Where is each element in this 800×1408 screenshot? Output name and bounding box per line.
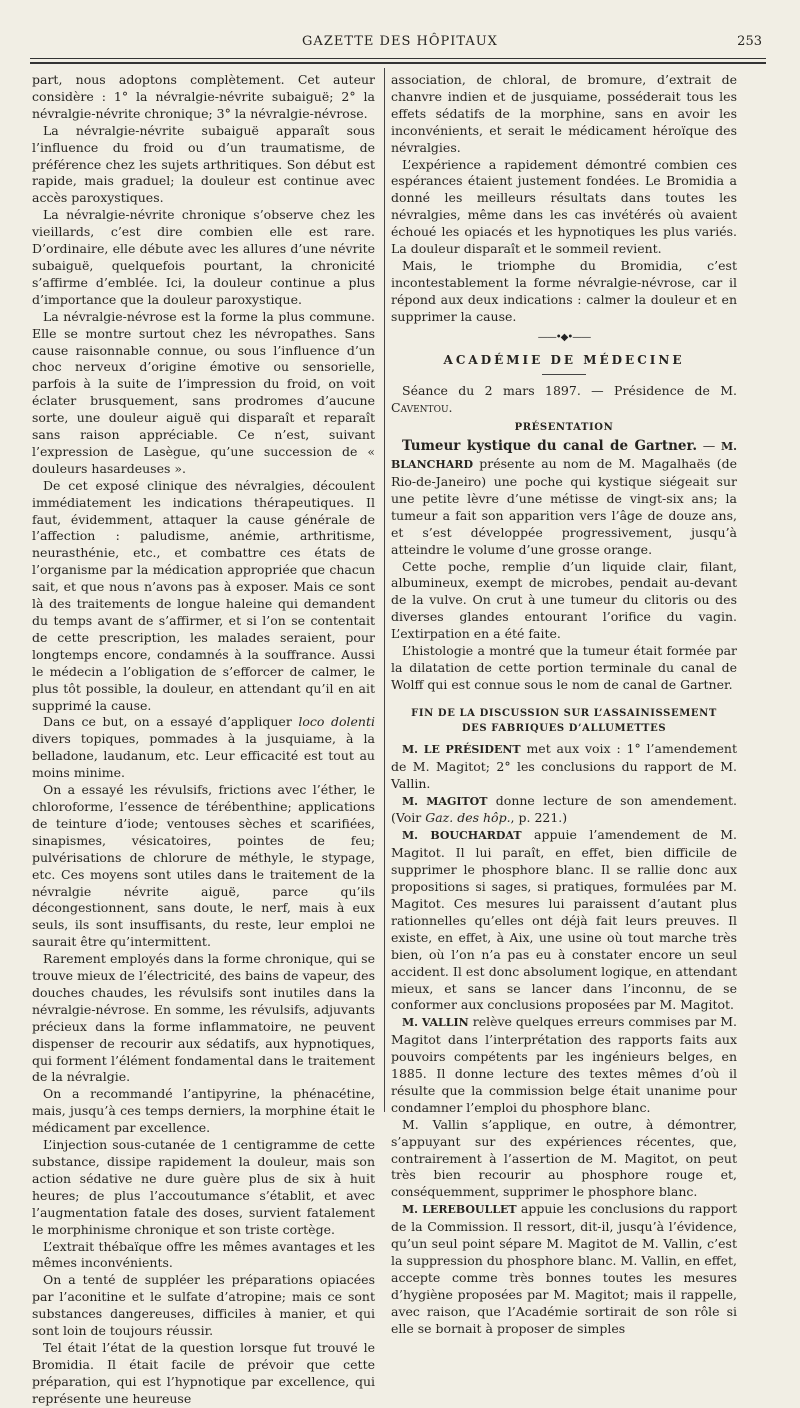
paragraph: L’extrait thébaïque offre les mêmes avantages et les mêmes inconvénients. (32, 1238, 375, 1271)
paragraph: De cet exposé clinique des névralgies, découlent immédiatement les indications thérapeutiques. Il faut, évidemment, attaquer la cause générale de l’affection : paludisme, anémie, arthritisme, neurasthénie, etc., et combattre ces états de l’organisme par la médication appropriée que chacun sait, et que nous n’avons pas à exposer. Mais ce sont là des traitements de longue haleine qui demandent du temps avant de s’affirmer, et si l’on se contentait de cette prescription, les malades seraient, pour longtemps encore, condamnés à la souffrance. Aussi le médecin a l’obligation de s’efforcer de calmer, le plus tôt possible, la douleur, en attendant qu’il en ait supprimé la cause. (32, 477, 375, 713)
paragraph: La névralgie-névrite chronique s’observe chez les vieillards, c’est dire combien elle est rare. D’ordinaire, elle débute avec les allures d’une névrite subaiguë, quelquefois pourtant, la chronicité s’affirme d’emblée. Ici, la douleur continue a plus d’importance que la douleur paroxystique. (32, 207, 375, 307)
paragraph: On a tenté de suppléer les préparations opiacées par l’aconitine et le sulfate d’atropine; mais ce sont substances dangereuses, difficiles à manier, et qui sont loin de toujours réussir. (32, 1272, 375, 1339)
paragraph: L’histologie a montré que la tumeur était formée par la dilatation de cette portion terminale du canal de Wolff qui est connue sous le nom de canal de Gartner. (391, 643, 737, 692)
text-run: relève quelques erreurs commises par M. Magitot dans l’interprétation des rapports faits aux pouvoirs compétents par les ingénieurs belges, en 1885. Il donne lecture des textes mêmes d’où il résulte que la commission belge était unanime pour condamner l’emploi du phosphore blanc. (391, 1014, 737, 1115)
left-column (32, 72, 375, 1408)
speaker-name: M. LEREBOULLET (402, 1203, 517, 1217)
text-run: présente au nom de M. Magalhaës (de Rio-de-Janeiro) une poche qui kystique siégeait sur une petite lèvre d’une métisse de vingt-six ans; la tumeur a fait son apparition vers l’âge de douze ans, et s’est développée progressivement, jusqu’à atteindre le volume d’une grosse orange. (391, 456, 737, 557)
discussion-heading-line: DES FABRIQUES D’ALLUMETTES (461, 722, 667, 734)
paragraph (391, 741, 737, 793)
paragraph (391, 438, 737, 558)
speaker-name: M. VALLIN (402, 1016, 469, 1030)
paragraph: M. Vallin s’applique, en outre, à démontrer, s’appuyant sur des expériences récentes, que, contrairement à l’assertion de M. Magitot, on peut très bien recourir au phosphore rouge et, conséquemment, supprimer le phosphore blanc. (391, 1116, 737, 1200)
latin-phrase: loco dolenti (298, 714, 375, 730)
paragraph (32, 714, 375, 782)
paragraph (391, 827, 737, 1014)
text-run: , p. 221.) (510, 810, 568, 826)
text-run: Dans ce but, on a essayé d’appliquer (43, 714, 299, 730)
page-header (0, 34, 800, 54)
paragraph: L’expérience a rapidement démontré combien ces espérances étaient justement fondées. Le Bromidia a donné les meilleurs résultats dans toutes les névralgies, même dans les cas invétérés où avaient échoué les opiacés et les hypnotiques les plus variés. La douleur disparaît et le sommeil revient. (391, 156, 737, 257)
speaker-name: M. MAGITOT (402, 794, 488, 808)
page-number: 253 (737, 34, 762, 49)
citation: Gaz. des hôp. (425, 810, 511, 826)
article-title: Tumeur kystique du canal de Gartner. (402, 438, 698, 455)
paragraph: Mais, le triomphe du Bromidia, c’est incontestablement la forme névralgie-névrose, car il répond aux deux indications : calmer la douleur et en supprimer la cause. (391, 257, 737, 324)
text-run: appuie les conclusions du rapport de la Commission. Il ressort, dit-il, jusqu’à l’évidence, qu’un seul point sépare M. Magitot de M. Vallin, c’est la suppression du phosphore blanc. M. Vallin, en effet, accepte comme très bonnes toutes les mesures d’hygiène proposées par M. Magitot; mais il rappelle, avec raison, que l’Académie sortirait de son rôle si elle se bornait à proposer de simples (391, 1201, 737, 1336)
paragraph (391, 1014, 737, 1116)
presentation-heading: PRÉSENTATION (514, 422, 614, 434)
header-rule-thin (30, 58, 766, 59)
text-run: met aux voix : 1° l’amendement de M. Magitot; 2° les conclusions du rapport de M. Vallin. (391, 740, 737, 791)
seance-line (391, 383, 737, 417)
paragraph: Tel était l’état de la question lorsque fut trouvé le Bromidia. Il était facile de prévoir que cette préparation, qui est l’hypnotique par excellence, qui représente une heureuse (32, 1339, 375, 1406)
paragraph: Cette poche, remplie d’un liquide clair, filant, albumineux, exempt de microbes, pendait au-devant de la vulve. On crut à une tumeur du clitoris ou des diverses glandes entourant l’orifice du vagin. L’extirpation en a été faite. (391, 558, 737, 642)
paragraph: On a essayé les révulsifs, frictions avec l’éther, le chloroforme, l’essence de térébenthine; applications de teinture d’iode; ventouses sèches et scarifiées, sinapismes, vésicatoires, pointes de feu; pulvérisations de chlorure de méthyle, le stypage, etc. Ces moyens sont utiles dans le traitement de la névralgie névrite aiguë, parce qu’ils décongestionnent, sans doute, le nerf, mais à eux seuls, ils sont insuffisants, du reste, leur emploi ne saurait être qu’intermittent. (32, 782, 375, 950)
section-ornament: ——•◆•—— (537, 331, 591, 343)
discussion-heading (391, 706, 737, 736)
speaker-name: M. BOUCHARDAT (402, 829, 522, 843)
paragraph: association, de chloral, de bromure, d’extrait de chanvre indien et de jusquiame, posséderait tous les effets sédatifs de la morphine, sans en avoir les inconvénients, et serait le médicament héroïque des névralgies. (391, 72, 737, 155)
speaker-name: M. LE PRÉSIDENT (402, 742, 521, 756)
paragraph (391, 793, 737, 828)
paragraph: L’injection sous-cutanée de 1 centigramme de cette substance, dissipe rapidement la douleur, mais son action sédative ne dure guère plus de six à huit heures; de plus l’accoutumance s’établit, et avec l’augmentation fatale des doses, survient fatalement le morphinisme chronique et son triste cortège. (32, 1137, 375, 1237)
text-run: appuie l’amendement de M. Magitot. Il lui paraît, en effet, bien difficile de supprimer le phosphore blanc. Il se rallie donc aux propositions si sages, si pratiques, formulées par M. Magitot. Ces mesures lui paraissent d’autant plus rationnelles qu’elles ont déjà fait leurs preuves. Il existe, en effet, à Aix, une usine où tout marche très bien, où l’on n’a pas eu à constater encore un seul accident. Il est donc absolument logique, en attendant mieux, et sans se lancer dans l’inconnu, de se conformer aux conclusions proposées par M. Magitot. (391, 827, 737, 1013)
section-title: ACADÉMIE DE MÉDECINE (443, 352, 685, 367)
right-column (391, 72, 737, 1338)
discussion-heading-line: FIN DE LA DISCUSSION SUR L’ASSAINISSEMENT (411, 707, 717, 719)
paragraph: Rarement employés dans la forme chronique, qui se trouve mieux de l’électricité, des bains de vapeur, des douches chaudes, les révulsifs sont inutiles dans la névralgie-névrose. En somme, les révulsifs, adjuvants précieux dans la forme inflammatoire, ne peuvent dispenser de recourir aux sédatifs, aux hypnotiques, qui forment l’élément fondamental dans le traitement de la névralgie. (32, 951, 375, 1085)
paragraph: La névralgie-névrite subaiguë apparaît sous l’influence du froid ou d’un traumatisme, de préférence chez les sujets arthritiques. Son début est rapide, mais graduel; la douleur est continue avec accès paroxystiques. (32, 122, 375, 206)
speaker-name: M. BLANCHARD (391, 440, 737, 472)
paragraph (391, 1201, 737, 1337)
paragraph: La névralgie-névrose est la forme la plus commune. Elle se montre surtout chez les névropathes. Sans cause raisonnable connue, ou sous l’influence d’un choc nerveux d’origine émotive ou sensorielle, parfois à la suite de l’impression du froid, on voit éclater brusquement, sans prodromes d’aucune sorte, une douleur aiguë qui disparaît et reparaît sans raison appréciable. Ce n’est, suivant l’expression de Lasègue, qu’une succession de « douleurs hasardeuses ». (32, 308, 375, 476)
president-name: Caventou. (391, 400, 453, 416)
paragraph: part, nous adoptons complètement. Cet auteur considère : 1° la névralgie-névrite subaiguë; 2° la névralgie-névrite chronique; 3° la névralgie-névrose. (32, 72, 375, 121)
text-run: donne lecture de son amendement. (Voir (391, 792, 737, 826)
header-rule-thick (30, 62, 766, 64)
text-run: divers topiques, pommades à la jusquiame, à la belladone, laudanum, etc. Leur efficacité est tout au moins minime. (32, 731, 375, 781)
paragraph: On a recommandé l’antipyrine, la phénacétine, mais, jusqu’à ces temps derniers, la morphine était le médicament par excellence. (32, 1086, 375, 1136)
text-run: — (697, 438, 721, 454)
running-title: GAZETTE DES HÔPITAUX (302, 34, 498, 49)
section-rule (542, 374, 586, 375)
text-run: Séance du 2 mars 1897. — Présidence de M. (402, 383, 737, 399)
column-divider (384, 68, 385, 1112)
